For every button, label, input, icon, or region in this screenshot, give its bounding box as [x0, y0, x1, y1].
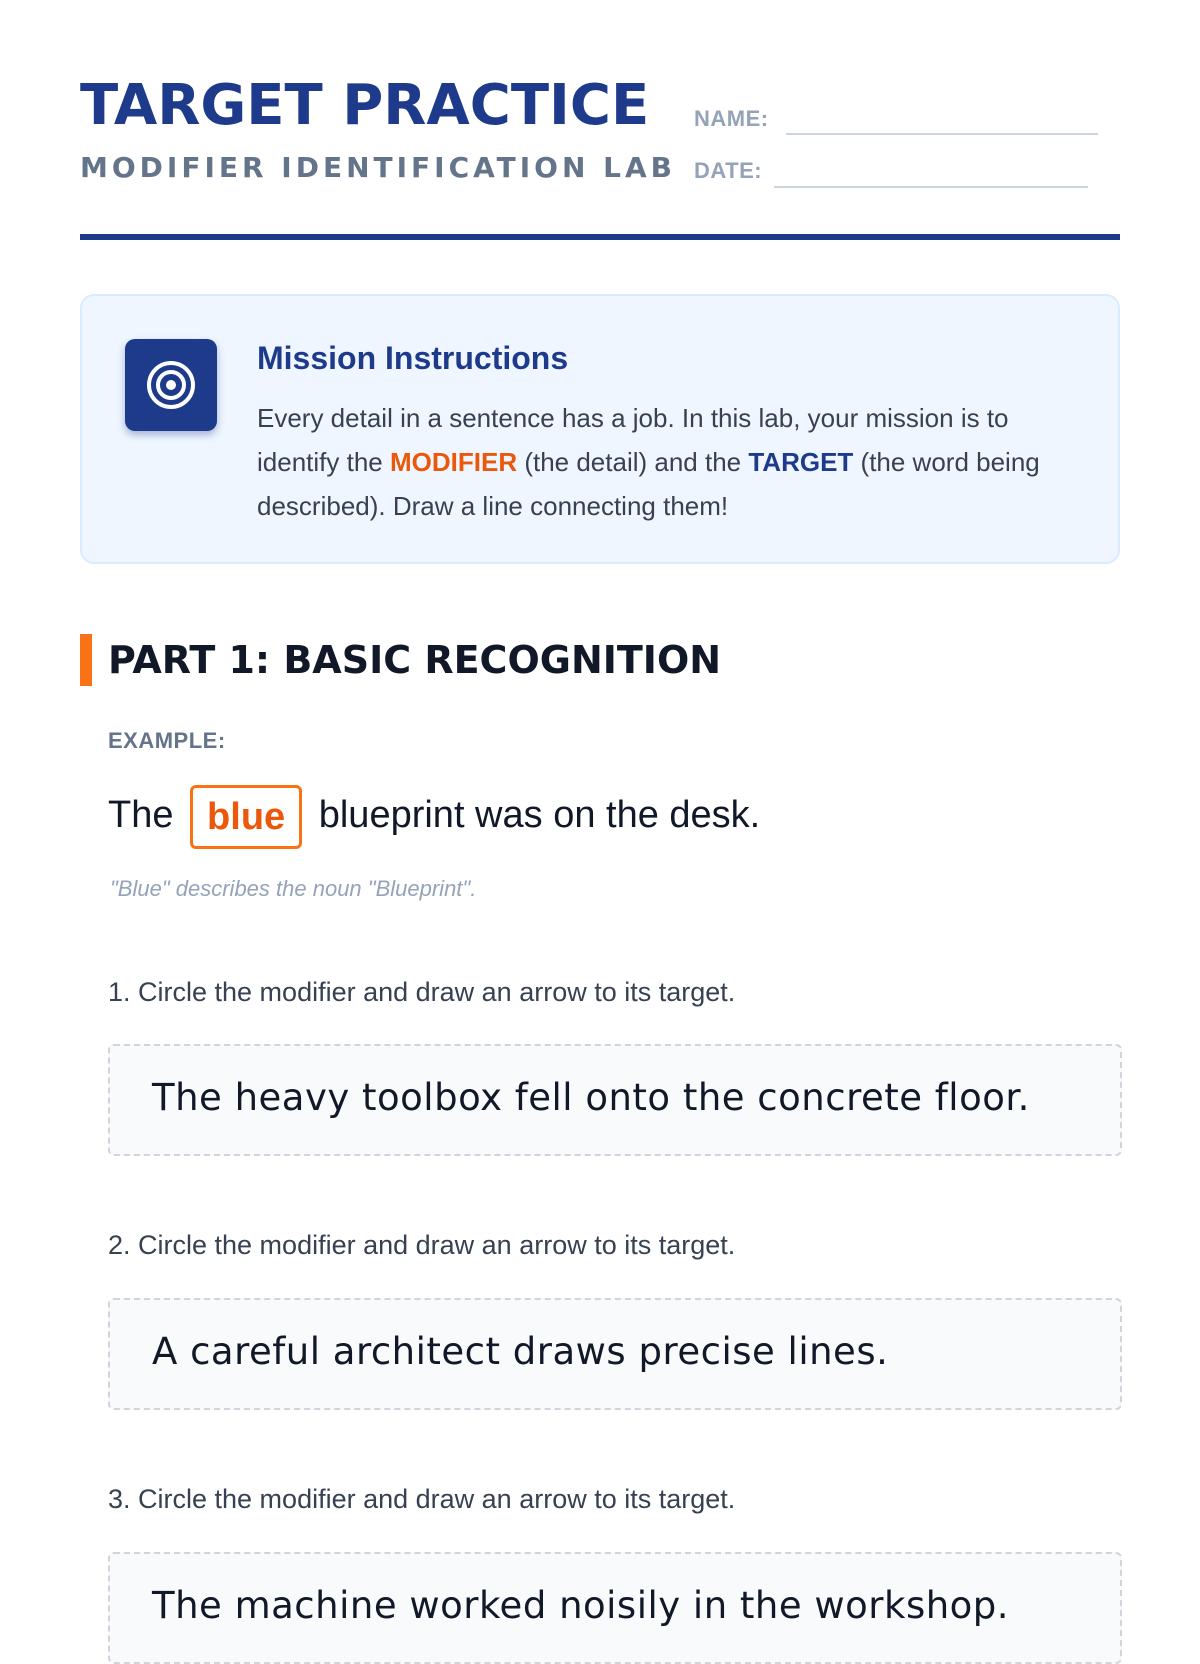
date-label: DATE: — [694, 158, 763, 183]
worksheet-header — [80, 0, 1120, 245]
question-sentence[interactable]: The heavy toolbox fell onto the concrete floor. — [152, 1076, 1030, 1119]
example-word: The — [108, 794, 174, 836]
question-sentence[interactable]: The machine worked noisily in the workshop. — [152, 1584, 1010, 1627]
example-label: EXAMPLE: — [108, 728, 226, 753]
section-accent-bar — [80, 634, 92, 686]
name-field[interactable] — [786, 133, 1098, 135]
header-divider — [80, 234, 1120, 240]
mission-text-part: Every detail in a sentence has a job. In this lab, your mission is to identify the — [257, 403, 1009, 477]
question-prompt: 3. Circle the modifier and draw an arrow to its target. — [108, 1484, 736, 1514]
question-sentence-box[interactable] — [108, 1298, 1122, 1410]
name-label: NAME: — [694, 106, 769, 131]
worksheet-title: TARGET PRACTICE — [80, 73, 650, 138]
target-keyword: TARGET — [748, 447, 854, 477]
question-sentence-box[interactable] — [108, 1552, 1122, 1664]
example-modifier-chip: blue — [190, 785, 302, 849]
mission-text — [257, 396, 1087, 528]
example-word: blueprint was on the desk. — [318, 794, 761, 836]
question-sentence-box[interactable] — [108, 1044, 1122, 1156]
example-note: "Blue" describes the noun "Blueprint". — [110, 876, 477, 901]
date-field[interactable] — [774, 186, 1088, 188]
question-prompt: 1. Circle the modifier and draw an arrow to its target. — [108, 977, 736, 1007]
mission-instructions-box — [80, 294, 1120, 564]
mission-text-part: (the detail) and the — [517, 447, 749, 477]
section-title: PART 1: BASIC RECOGNITION — [108, 638, 722, 682]
worksheet-page — [80, 0, 1120, 1627]
target-icon — [125, 339, 217, 431]
worksheet-subtitle: MODIFIER IDENTIFICATION LAB — [80, 151, 676, 184]
question-sentence[interactable]: A careful architect draws precise lines. — [152, 1330, 889, 1373]
mission-title: Mission Instructions — [257, 340, 569, 376]
question-prompt: 2. Circle the modifier and draw an arrow to its target. — [108, 1230, 736, 1260]
modifier-keyword: MODIFIER — [389, 447, 518, 477]
example-sentence — [108, 782, 760, 849]
mission-text-part: (the word being described). Draw a line connecting them! — [257, 447, 1040, 521]
